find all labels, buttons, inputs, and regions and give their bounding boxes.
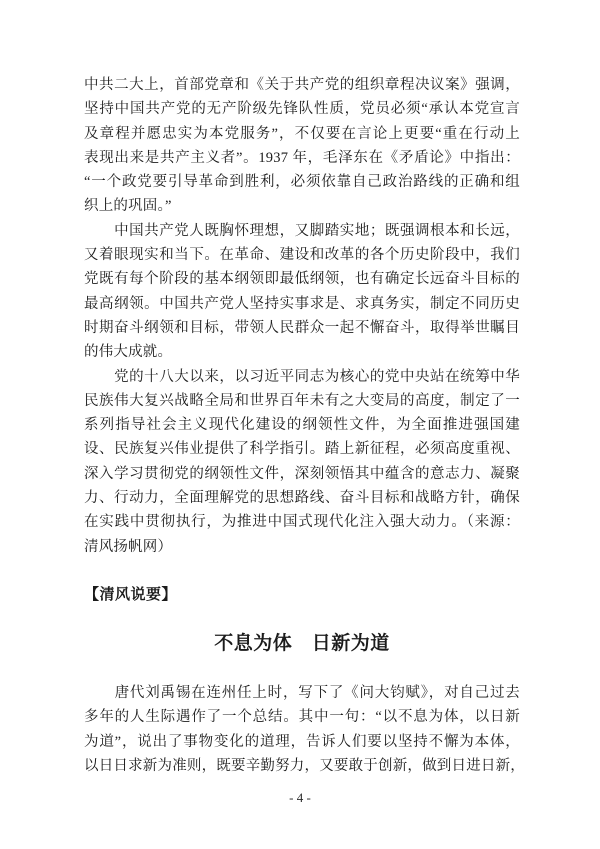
text-line: 党既有每个阶段的基本纲领即最低纲领，也有确定长远奋斗目标的	[84, 271, 520, 288]
text-line: 为道”，说出了事物变化的道理，告诉人们要以坚持不懈为本体，	[84, 733, 520, 750]
text-line: 清风扬帆网）	[84, 538, 173, 555]
text-line: “一个政党要引导革命到胜利，必须依靠自己政治路线的正确和组	[84, 174, 520, 191]
text-line: 在实践中贯彻执行，为推进中国式现代化注入强大动力。（来源：	[84, 514, 520, 531]
section-header: 【清风说要】	[84, 587, 178, 603]
page-number: - 4 -	[289, 790, 311, 805]
text-line: 织上的巩固。”	[84, 198, 172, 215]
text-line: 中共二大上，首部党章和《关于共产党的组织章程决议案》强调，	[84, 77, 520, 93]
text-line: 设、民族复兴伟业提供了科学指引。踏上新征程，必须高度重视、	[84, 441, 520, 458]
text-line: 时期奋斗纲领和目标，带领人民群众一起不懈奋斗，取得举世瞩目	[84, 319, 520, 336]
text-line: 坚持中国共产党的无产阶级先锋队性质，党员必须“承认本党宣言	[84, 101, 520, 118]
text-line: 又着眼现实和当下。在革命、建设和改革的各个历史阶段中，我们	[84, 247, 520, 264]
text-line: 党的十八大以来，以习近平同志为核心的党中央站在统筹中华	[84, 368, 520, 385]
text-line: 及章程并愿忠实为本党服务”，不仅要在言论上更要“重在行动上	[84, 125, 520, 142]
paragraph-1	[84, 73, 520, 219]
text-line: 力、行动力，全面理解党的思想路线、奋斗目标和战略方针，确保	[84, 490, 520, 507]
body-text-block	[84, 73, 520, 559]
article-title: 不息为体 日新为道	[214, 633, 390, 654]
text-line: 中国共产党人既胸怀理想，又脚踏实地；既强调根本和长远，	[84, 222, 520, 239]
text-line: 最高纲领。中国共产党人坚持实事求是、求真务实，制定不同历史	[84, 295, 520, 312]
paragraph-3	[84, 365, 520, 559]
text-line: 民族伟大复兴战略全局和世界百年未有之大变局的高度，制定了一	[84, 392, 520, 409]
text-line: 唐代刘禹锡在连州任上时，写下了《问大钧赋》，对自己过去	[84, 685, 520, 701]
paragraph-2	[84, 219, 520, 365]
text-line: 的伟大成就。	[84, 344, 173, 361]
text-line: 深入学习贯彻党的纲领性文件，深刻领悟其中蕴含的意志力、凝聚	[84, 465, 520, 482]
paragraph-4	[84, 681, 525, 778]
text-line: 多年的人生际遇作了一个总结。其中一句：“以不息为体，以日新	[84, 709, 520, 726]
text-line: 以日日求新为准则，既要辛勤努力，又要敢于创新，做到日进日新，	[84, 757, 525, 774]
text-line: 系列指导社会主义现代化建设的纲领性文件，为全面推进强国建	[84, 417, 520, 434]
text-line: 表现出来是共产主义者”。1937 年，毛泽东在《矛盾论》中指出：	[84, 149, 520, 166]
